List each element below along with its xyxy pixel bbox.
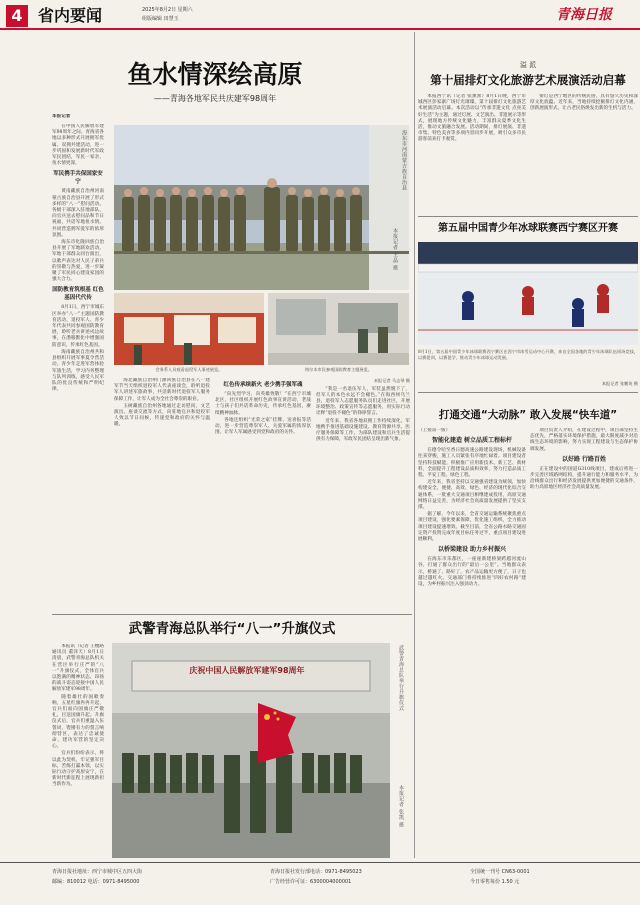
editor-line: 组版编辑 田慧玉 (142, 16, 179, 22)
culture-column-1 (418, 94, 526, 212)
industry-column-1 (418, 428, 526, 856)
hockey-photo (418, 242, 638, 345)
lead-column-2 (114, 378, 210, 610)
flag-photo-vertical-caption: 武警青海总队举行升旗仪式 (398, 645, 404, 711)
lead-body-2: 8月1日，西宁市城东区举办“八一”主题国防教育活动，退役军人、青少年代表共同参观国防教育展，聆听老兵讲述戍边故事，在潜移默化中增强国防意识，传承红色基因。 (52, 305, 104, 348)
date-line: 2025年8月2日 星期六 (142, 7, 193, 13)
industry-subhead-1: 智能化建造 树立品质工程标杆 (431, 437, 513, 445)
culture-body-1: 本报西宁讯（记者 张薰蕾）8月1日晚，西宁市城西区彭家寨广场灯光璀璨，第十届排灯文化旅游艺术展演活动启幕。本次活动以“传承非遗文化 点亮美好生活”为主题，通过灯展、文艺演出、非遗展示等形式，展现地方传统文化魅力，丰富群众夏季文化生活，推动文旅融合发展。活动期间，排灯展演、非遗市集、特色美食等多项内容同步开展，吸引众多市民游客前来打卡观赏。 (418, 94, 526, 143)
hockey-caption: 8月1日，第五届中国青少年冰球联赛西宁赛区在西宁市冰雪运动中心开赛，来自全国各地的青少年冰球队伍同场竞技，以赛促训，以赛促学，推动青少年冰球运动发展。 (418, 349, 638, 360)
footer-col-2b: 广告经营许可证：6300004000001 (270, 879, 352, 885)
flag-photo-credit: 本报记者 张凯 摄 (398, 785, 404, 828)
flag-title: 武警青海总队举行“八一”升旗仪式 (128, 621, 336, 637)
lead-byline: 本报记者 (52, 114, 71, 119)
footer-col-1b: 邮编：810012 电话：0971-8495000 (52, 879, 140, 885)
lead-title: 鱼水情深绘高原 (127, 60, 303, 89)
lead-body-3: 海北藏族自治州门源回族自治县在八一建军节当天组织退役军人代表座谈会，聆听退役军人讲述军旅故事，共话新时代退役军人服务保障工作，让军人成为全社会尊崇的职业。 (114, 378, 210, 402)
industry-body-4: 在海东市乐都区，一座座新建桥梁跨越河流山谷，打通了群众出行的“最后一公里”。当地群众表示，桥通了、路好了，农产品运输更方便了，日子也越过越红火。交通部门将持续推进“四好农村路”建设，为乡村振兴注入强劲动力。 (418, 557, 526, 588)
exhibit-caption-1: 会务系人员观看退役军人事迹展览。 (155, 367, 223, 372)
industry-divider (418, 392, 638, 393)
lead-column-3 (215, 378, 311, 610)
header-rule (0, 28, 640, 30)
lead-subtitle: ——青海各地军民共庆建军98周年 (153, 94, 277, 103)
page-number: 4 (11, 6, 23, 25)
lead-subhead-3: 红色传承续新火 老少携手强军魂 (223, 382, 303, 388)
soldiers-photo-vertical-caption: 海东市河南蒙古族自治县 (401, 130, 407, 191)
industry-subhead-3: 以好路 行路百姓 (561, 455, 607, 463)
soldiers-photo-credit: 本报记者 王晶 摄 (392, 228, 398, 271)
exhibit-photo-1 (114, 293, 264, 365)
footer-col-3b: 今日零售每份 1.50 元 (470, 879, 520, 885)
right-column-rule (414, 32, 415, 858)
culture-column-2 (530, 94, 638, 212)
exhibit-photo-2 (268, 293, 409, 365)
lead-divider (52, 614, 412, 615)
hockey-divider (418, 216, 638, 217)
flag-body-3: 官兵们纷纷表示，将以此为契机，牢记强军目标，苦练打赢本领，以实际行动守护高原安宁，在新时代新征程上展现新担当新作为。 (52, 751, 104, 788)
flag-body-1: 本报讯（记者 王樱路 通讯员 董泽天）8月1日清晨，武警青海总队机关在营区举行庄严的“八一”升旗仪式，全体官兵以饱满的精神状态、昂扬的战斗姿态迎接中国人民解放军建军98周年。 (52, 644, 104, 693)
industry-byline: （上接第一版） (418, 428, 451, 433)
culture-body-2: 排灯是西宁地区的传统民俗，具有悠久历史和深厚文化底蕴。近年来，当地持续挖掘排灯文化内涵，创新展演形式，让古老民俗焕发出新的生机与活力。 (530, 94, 638, 112)
industry-body-1: 在德令哈至香日德高速公路建设现场，机械设备往来穿梭，施工人员紧张有序地忙碌着。项目建设者坚持科技赋能，积极推广应用新技术、新工艺、新材料，全面提升工程建设品质和效率，努力打造品质工程、平安工程、绿色工程。 (418, 448, 526, 479)
lead-body-1: 黄南藏族自治州河南蒙古族自治县开展了形式多样的“八一”慰问活动。各级干部深入驻地部队，向官兵送去慰问品和节日祝福，共话军地鱼水情。共同营造拥军爱军的浓厚氛围。 (52, 189, 104, 238)
industry-subhead-2: 以桥梁建设 助力乡村振兴 (437, 546, 507, 554)
lead-body-4: “向先烈学习，向英雄致敬！”在西宁市城北区，社区组织开展红色故事宣讲活动，老战士与孩子们共话革命历史，传承红色基因，赓续精神血脉。 (215, 392, 311, 416)
footer-rule (0, 862, 640, 863)
lead-photo-credit: 本报记者 马志琴 摄 (373, 378, 410, 383)
footer-col-2a: 青海日报社发行部电话：0971-8495023 (270, 869, 362, 875)
footer (0, 866, 640, 902)
lead-body-1b: 海东市化隆回族自治县开展了军地联欢活动。军地干部群众同台演出，以歌声表达对人民子弟兵的崇敬与热爱，进一步凝聚了军民同心建设家园的强大合力。 (52, 240, 104, 283)
masthead: 青海日报 (556, 7, 612, 23)
lead-body-5: “我是一名退伍军人，军装虽然脱下了，但军人的本色永远不会褪色。”在海西州乌兰县，退役军人志愿服务队员们走进社区，开展环境整治、政策宣传等志愿服务，用实际行动诠释“退役不褪色”的铮铮誓言。 (316, 386, 410, 417)
footer-col-1a: 青海日报社地址：西宁市城中区五四大街 (52, 869, 143, 875)
flag-column-1 (52, 644, 104, 859)
lead-body-4b: 各地还组织“光荣之家”挂牌、送喜报等活动，进一步营造尊崇军人、关爱军属的浓厚氛围，让军人军属感受到党和政府的关怀。 (215, 417, 311, 436)
footer-col-3a: 全国统一刊号 CN63-0001 (470, 869, 530, 875)
lead-body-5b: 近年来，我省各地双拥工作持续深化，军地携手推进基础设施建设、教育资源共享、医疗服务保障等工作，为部队建设和官兵生活提供有力保障，军政军民团结呈现出新气象。 (316, 418, 410, 443)
lead-subhead-2: 国防教育筑根基 红色基因代代传 (52, 287, 104, 302)
industry-body-5: 项目负责人介绍，在建设过程中，项目部坚持生态优先，严格落实环境保护措施，最大限度减少对沿线生态环境的影响，努力实现工程建设与生态保护协调发展。 (530, 428, 638, 452)
industry-body-2: 近年来，我省坚持以交通强省建设为统领，加快构建安全、便捷、高效、绿色、经济的现代化综合交通体系，一批重大交通项目相继建成投用，高原交通网络日益完善，为经济社会高质量发展提供了坚实支撑。 (418, 480, 526, 511)
industry-title: 打通交通“大动脉” 敢入发展“快车道” (438, 409, 618, 421)
industry-body-6: 正在建设中的国道G310线项目，建成后将进一步完善区域路网结构，提升通行能力和服务水平，为沿线群众出行和经济发展提供更加便捷的交通条件，助力高原地区经济社会高质量发展。 (530, 466, 638, 491)
lead-body-2b: 海南藏族自治州共和县组织开展军事夏令营活动，青少年走进军营体验军旅生活，学习内务整理与队列训练，感受人民军队的优良传统和严明纪律。 (52, 349, 104, 393)
exhibit-caption-2: 格尔木市民参观国防教育主题展览。 (304, 367, 372, 372)
industry-body-3: 据了解，今年以来，全省交通运输系统聚焦重点项目建设，强化要素保障，优化施工组织，全力推动项目建设提速增效。截至目前，全省公路水路交通固定资产投资完成年度目标任务过半，重点项目建设进展顺利。 (418, 512, 526, 543)
culture-title: 第十届排灯文化旅游艺术展演活动启幕 (430, 73, 626, 87)
flag-body-2: 随着雄壮的国歌奏响，五星红旗冉冉升起，官兵们面向国旗庄严敬礼，目送国旗升起。升旗仪式后，官兵们重温入伍誓词，铿锵有力的誓言响彻营区，表达了忠诚使命、建功军营的坚定决心。 (52, 694, 104, 750)
culture-kicker: 溢 派 (519, 61, 537, 69)
soldiers-photo (114, 125, 409, 290)
lead-body-3b: 玉树藏族自治州各地通过走访慰问、文艺演出、座谈交流等方式，向驻地官兵和退役军人致以节日问候，传递党和政府的关怀与温暖。 (114, 403, 210, 428)
lead-column-4 (316, 378, 410, 610)
industry-column-2 (530, 428, 638, 856)
flag-photo-banner: 庆祝中国人民解放军建军98周年 (189, 666, 305, 675)
hockey-credit: 本报记者 张鹏英 摄 (601, 381, 638, 386)
lead-subhead-1: 军民携手共保国家安宁 (53, 171, 103, 186)
lead-intro: 在中国人民解放军建军98周年之际，青海省各地以多种形式开展拥军优属、双拥共建活动，进一步巩固和发展新时代军政军民团结，军民一家亲、鱼水情更深。 (52, 124, 104, 167)
section-title: 省内要闻 (38, 6, 103, 25)
hockey-title: 第五届中国青少年冰球联赛西宁赛区开赛 (438, 223, 618, 234)
page-header (0, 0, 640, 30)
